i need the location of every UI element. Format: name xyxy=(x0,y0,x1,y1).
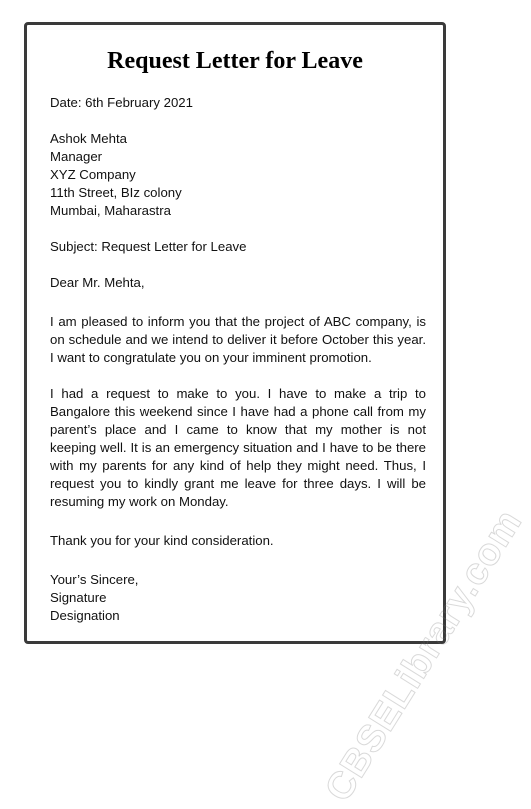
document-title: Request Letter for Leave xyxy=(107,48,363,74)
closing-thanks: Thank you for your kind consideration. xyxy=(50,533,274,548)
letter-subject: Subject: Request Letter for Leave xyxy=(50,239,247,254)
body-paragraph-1: I am pleased to inform you that the project of ABC company, is on schedule and we intend to deliver it before October this year. I want to congratulate you on your imminent promotion. xyxy=(50,314,426,365)
body-paragraph-2: I had a request to make to you. I have to make a trip to Bangalore this weekend since I have had a phone call from my parent’s place and I came to know that my mother is not keeping well. It is an emergency situation and I have to be there with my parents for any kind of help they might need. Thus, I request you to kindly grant me leave for three days. I will be resuming my work on Monday. xyxy=(50,386,426,509)
signoff-signature: Signature xyxy=(50,590,107,605)
watermark: CBSELibrary.com xyxy=(317,502,531,809)
recipient-street: 11th Street, BIz colony xyxy=(50,185,182,200)
recipient-company: XYZ Company xyxy=(50,167,136,182)
letter-salutation: Dear Mr. Mehta, xyxy=(50,275,145,290)
recipient-city: Mumbai, Maharastra xyxy=(50,203,171,218)
letter-date: Date: 6th February 2021 xyxy=(50,95,193,110)
signoff-designation: Designation xyxy=(50,608,120,623)
recipient-title: Manager xyxy=(50,149,103,164)
signoff-closing: Your’s Sincere, xyxy=(50,572,139,587)
recipient-name: Ashok Mehta xyxy=(50,131,127,146)
signoff-block xyxy=(50,571,426,625)
recipient-address xyxy=(50,130,426,220)
letter-body xyxy=(50,94,426,625)
